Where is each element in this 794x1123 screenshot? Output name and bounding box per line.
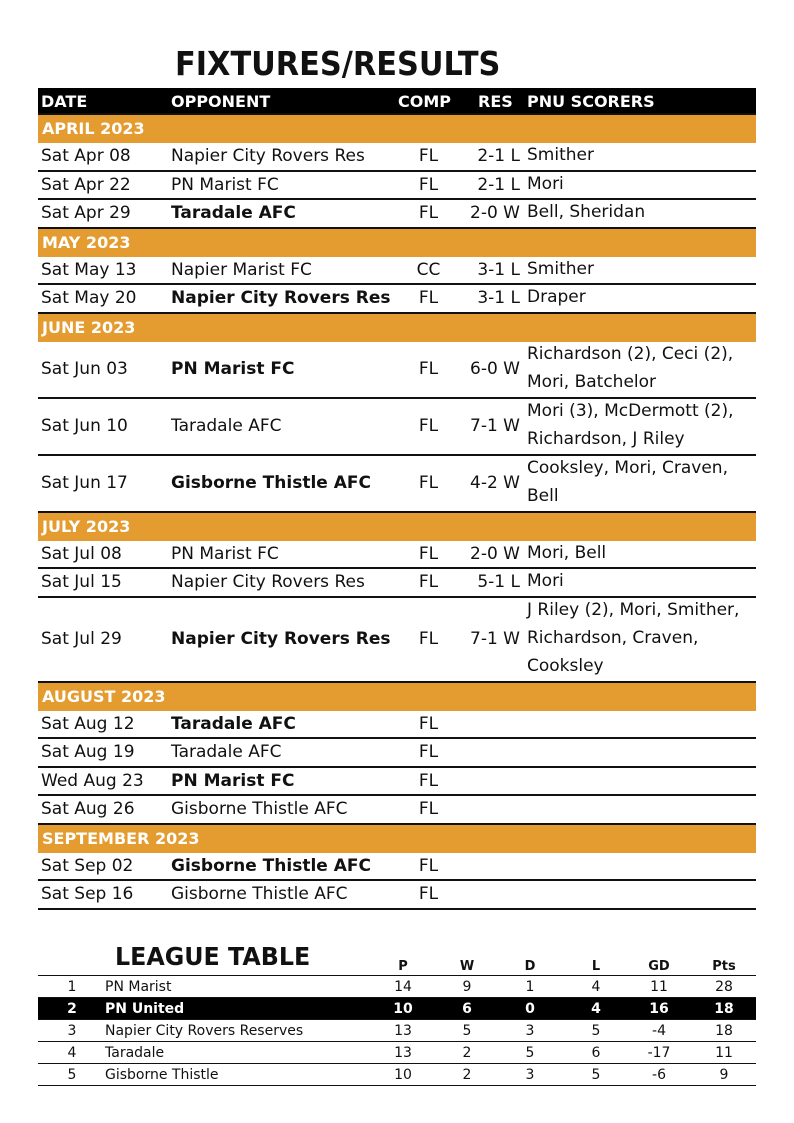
- fixture-row: [38, 711, 756, 740]
- fixture-comp: FL: [418, 572, 439, 593]
- league-p: 10: [393, 1001, 413, 1017]
- fixture-result: 7-1 W: [470, 629, 520, 649]
- league-p: 14: [394, 979, 412, 995]
- league-l: 5: [591, 1023, 601, 1039]
- fixture-opponent: Gisborne Thistle AFC: [171, 473, 371, 493]
- fixture-opponent: Taradale AFC: [171, 713, 296, 734]
- league-d: 1: [525, 979, 535, 995]
- fixture-row: [38, 257, 756, 286]
- fixtures-body: [38, 115, 756, 910]
- fixture-scorers: Cooksley, Mori, Craven, Bell: [527, 457, 728, 506]
- league-w: 6: [462, 1001, 472, 1017]
- fixture-date: Sat Jun 03: [41, 359, 128, 379]
- league-w: 2: [462, 1067, 472, 1083]
- fixture-comp: FL: [418, 288, 439, 309]
- fixture-date: Sat Aug 26: [41, 799, 135, 820]
- league-p: 13: [394, 1045, 412, 1061]
- fixture-scorers: Draper: [527, 287, 586, 307]
- fixture-result: 2-0 W: [470, 543, 520, 564]
- fixture-comp: FL: [418, 713, 439, 734]
- league-team: PN Marist: [105, 979, 172, 995]
- fixture-comp: FL: [418, 416, 439, 436]
- fixture-date: Sat Sep 16: [41, 884, 134, 905]
- fixture-opponent: Napier City Rovers Res: [171, 572, 365, 593]
- league-row: [38, 1064, 756, 1086]
- fixtures-title: FIXTURES/RESULTS: [175, 44, 501, 83]
- fixture-opponent: PN Marist FC: [171, 770, 295, 791]
- fixture-comp: FL: [418, 855, 439, 876]
- fixture-comp: FL: [418, 742, 439, 763]
- fixture-row: [38, 200, 756, 229]
- league-table-title: LEAGUE TABLE: [115, 942, 311, 971]
- league-p: 10: [394, 1067, 412, 1083]
- fixture-date: Sat Jun 17: [41, 473, 128, 493]
- fixture-result: 3-1 L: [477, 288, 520, 309]
- fixture-opponent: Taradale AFC: [171, 416, 282, 436]
- league-pos: 1: [67, 979, 77, 995]
- fixture-comp: FL: [418, 543, 439, 564]
- league-row: [38, 1042, 756, 1064]
- league-d: 3: [525, 1067, 535, 1083]
- fixture-date: Sat Aug 12: [41, 713, 135, 734]
- league-pos: 5: [67, 1067, 77, 1083]
- league-team: Taradale: [105, 1045, 165, 1061]
- fixture-row: [38, 598, 756, 683]
- fixture-comp: FL: [418, 629, 439, 649]
- league-gd: 16: [649, 1001, 669, 1017]
- header-scorers: PNU SCORERS: [527, 92, 655, 111]
- fixture-date: Sat Jul 08: [41, 543, 122, 564]
- league-body: [38, 976, 756, 1086]
- league-header-l: L: [591, 959, 601, 974]
- header-comp: COMP: [398, 92, 451, 111]
- fixture-date: Sat Aug 19: [41, 742, 135, 763]
- fixture-opponent: Gisborne Thistle AFC: [171, 855, 371, 876]
- fixture-comp: FL: [418, 174, 439, 195]
- fixture-row: [38, 768, 756, 797]
- month-band: [38, 683, 756, 711]
- header-opponent: OPPONENT: [171, 92, 271, 111]
- league-gd: -4: [652, 1023, 666, 1039]
- fixture-row: [38, 541, 756, 570]
- fixture-date: Sat May 13: [41, 259, 137, 280]
- month-label: SEPTEMBER 2023: [42, 828, 200, 848]
- fixture-comp: FL: [418, 146, 439, 167]
- league-header-w: W: [459, 959, 475, 974]
- fixture-result: 7-1 W: [470, 416, 520, 436]
- fixture-comp: FL: [418, 473, 439, 493]
- fixture-scorers: Mori, Bell: [527, 542, 607, 563]
- fixture-date: Sat Apr 22: [41, 174, 131, 195]
- fixture-row: [38, 881, 756, 910]
- league-w: 9: [462, 979, 472, 995]
- league-p: 13: [394, 1023, 412, 1039]
- league-pos: 4: [67, 1045, 77, 1061]
- fixture-row: [38, 569, 756, 598]
- fixture-scorers: Mori: [527, 571, 564, 591]
- fixture-result: 3-1 L: [477, 259, 520, 280]
- fixture-opponent: Taradale AFC: [171, 203, 296, 224]
- league-row: [38, 976, 756, 998]
- fixture-result: 5-1 L: [477, 572, 520, 593]
- month-band: [38, 314, 756, 342]
- fixture-row: [38, 853, 756, 882]
- league-team: PN United: [105, 1001, 185, 1017]
- fixture-row: [38, 739, 756, 768]
- fixture-scorers: J Riley (2), Mori, Smither, Richardson, Craven, Cooksley: [527, 599, 740, 676]
- fixture-row: [38, 285, 756, 314]
- fixture-result: 2-1 L: [477, 174, 520, 195]
- fixture-row: [38, 172, 756, 201]
- league-w: 5: [462, 1023, 472, 1039]
- league-gd: -6: [652, 1067, 666, 1083]
- month-band: [38, 229, 756, 257]
- month-label: JUNE 2023: [42, 317, 136, 337]
- fixture-row: [38, 796, 756, 825]
- fixture-result: 4-2 W: [470, 473, 520, 493]
- fixture-comp: FL: [418, 770, 439, 791]
- fixtures-table: [38, 88, 756, 910]
- league-l: 5: [591, 1067, 601, 1083]
- fixture-opponent: Napier Marist FC: [171, 259, 312, 280]
- fixture-result: 6-0 W: [470, 359, 520, 379]
- fixture-scorers: Smither: [527, 145, 594, 165]
- league-header-pts: Pts: [712, 959, 736, 974]
- fixture-opponent: Napier City Rovers Res: [171, 146, 365, 167]
- header-res: RES: [478, 92, 513, 111]
- fixture-opponent: Gisborne Thistle AFC: [171, 799, 348, 820]
- league-header-p: P: [398, 959, 408, 974]
- month-label: APRIL 2023: [42, 119, 145, 138]
- league-l: 4: [591, 979, 601, 995]
- fixture-opponent: Gisborne Thistle AFC: [171, 884, 348, 905]
- fixture-result: 2-1 L: [477, 146, 520, 167]
- month-label: AUGUST 2023: [42, 686, 166, 706]
- league-pts: 18: [715, 1023, 733, 1039]
- fixture-comp: FL: [418, 203, 439, 224]
- league-d: 5: [525, 1045, 535, 1061]
- league-row: [38, 998, 756, 1020]
- league-d: 3: [525, 1023, 535, 1039]
- league-header-gd: GD: [648, 959, 670, 974]
- league-pts: 18: [714, 1001, 734, 1017]
- league-row: [38, 1020, 756, 1042]
- fixture-opponent: PN Marist FC: [171, 543, 279, 564]
- league-pts: 9: [719, 1067, 729, 1083]
- league-w: 2: [462, 1045, 472, 1061]
- fixture-date: Sat May 20: [41, 288, 137, 309]
- fixture-opponent: Napier City Rovers Res: [171, 288, 391, 309]
- fixture-opponent: PN Marist FC: [171, 359, 295, 379]
- fixture-date: Sat Jul 15: [41, 572, 122, 593]
- month-band: [38, 115, 756, 143]
- fixture-scorers: Mori: [527, 173, 564, 194]
- league-gd: 11: [650, 979, 668, 995]
- league-header-row: [38, 956, 756, 976]
- month-label: MAY 2023: [42, 232, 131, 252]
- league-d: 0: [525, 1001, 535, 1017]
- fixture-date: Sat Sep 02: [41, 855, 134, 876]
- fixture-comp: FL: [418, 359, 439, 379]
- fixture-scorers: Richardson (2), Ceci (2), Mori, Batchelor: [527, 343, 734, 392]
- league-pos: 2: [67, 1001, 77, 1017]
- month-band: [38, 825, 756, 853]
- league-pts: 11: [715, 1045, 733, 1061]
- fixture-opponent: PN Marist FC: [171, 174, 279, 195]
- fixtures-header-row: [38, 88, 756, 115]
- fixture-scorers: Bell, Sheridan: [527, 202, 646, 222]
- fixture-row: [38, 143, 756, 172]
- league-l: 6: [591, 1045, 601, 1061]
- fixture-comp: FL: [418, 799, 439, 820]
- fixture-row: [38, 456, 756, 513]
- fixture-date: Wed Aug 23: [41, 770, 144, 791]
- league-table: [38, 956, 756, 1086]
- month-band: [38, 513, 756, 541]
- league-gd: -17: [647, 1045, 671, 1061]
- league-l: 4: [591, 1001, 601, 1017]
- league-pos: 3: [67, 1023, 77, 1039]
- fixture-row: [38, 342, 756, 399]
- month-label: JULY 2023: [42, 516, 131, 536]
- header-date: DATE: [41, 92, 88, 111]
- league-team: Napier City Rovers Reserves: [105, 1023, 304, 1039]
- fixture-date: Sat Apr 08: [41, 146, 131, 167]
- fixture-comp: CC: [416, 259, 441, 280]
- fixture-opponent: Taradale AFC: [171, 742, 282, 763]
- fixture-scorers: Smither: [527, 258, 594, 279]
- fixture-date: Sat Jul 29: [41, 629, 122, 649]
- fixture-comp: FL: [418, 884, 439, 905]
- league-header-d: D: [524, 959, 536, 974]
- fixture-date: Sat Jun 10: [41, 416, 128, 436]
- fixture-row: [38, 399, 756, 456]
- fixture-result: 2-0 W: [470, 203, 520, 224]
- fixture-opponent: Napier City Rovers Res: [171, 629, 391, 649]
- fixture-date: Sat Apr 29: [41, 203, 131, 224]
- league-pts: 28: [715, 979, 733, 995]
- league-team: Gisborne Thistle: [105, 1067, 219, 1083]
- fixture-scorers: Mori (3), McDermott (2), Richardson, J Riley: [527, 400, 734, 449]
